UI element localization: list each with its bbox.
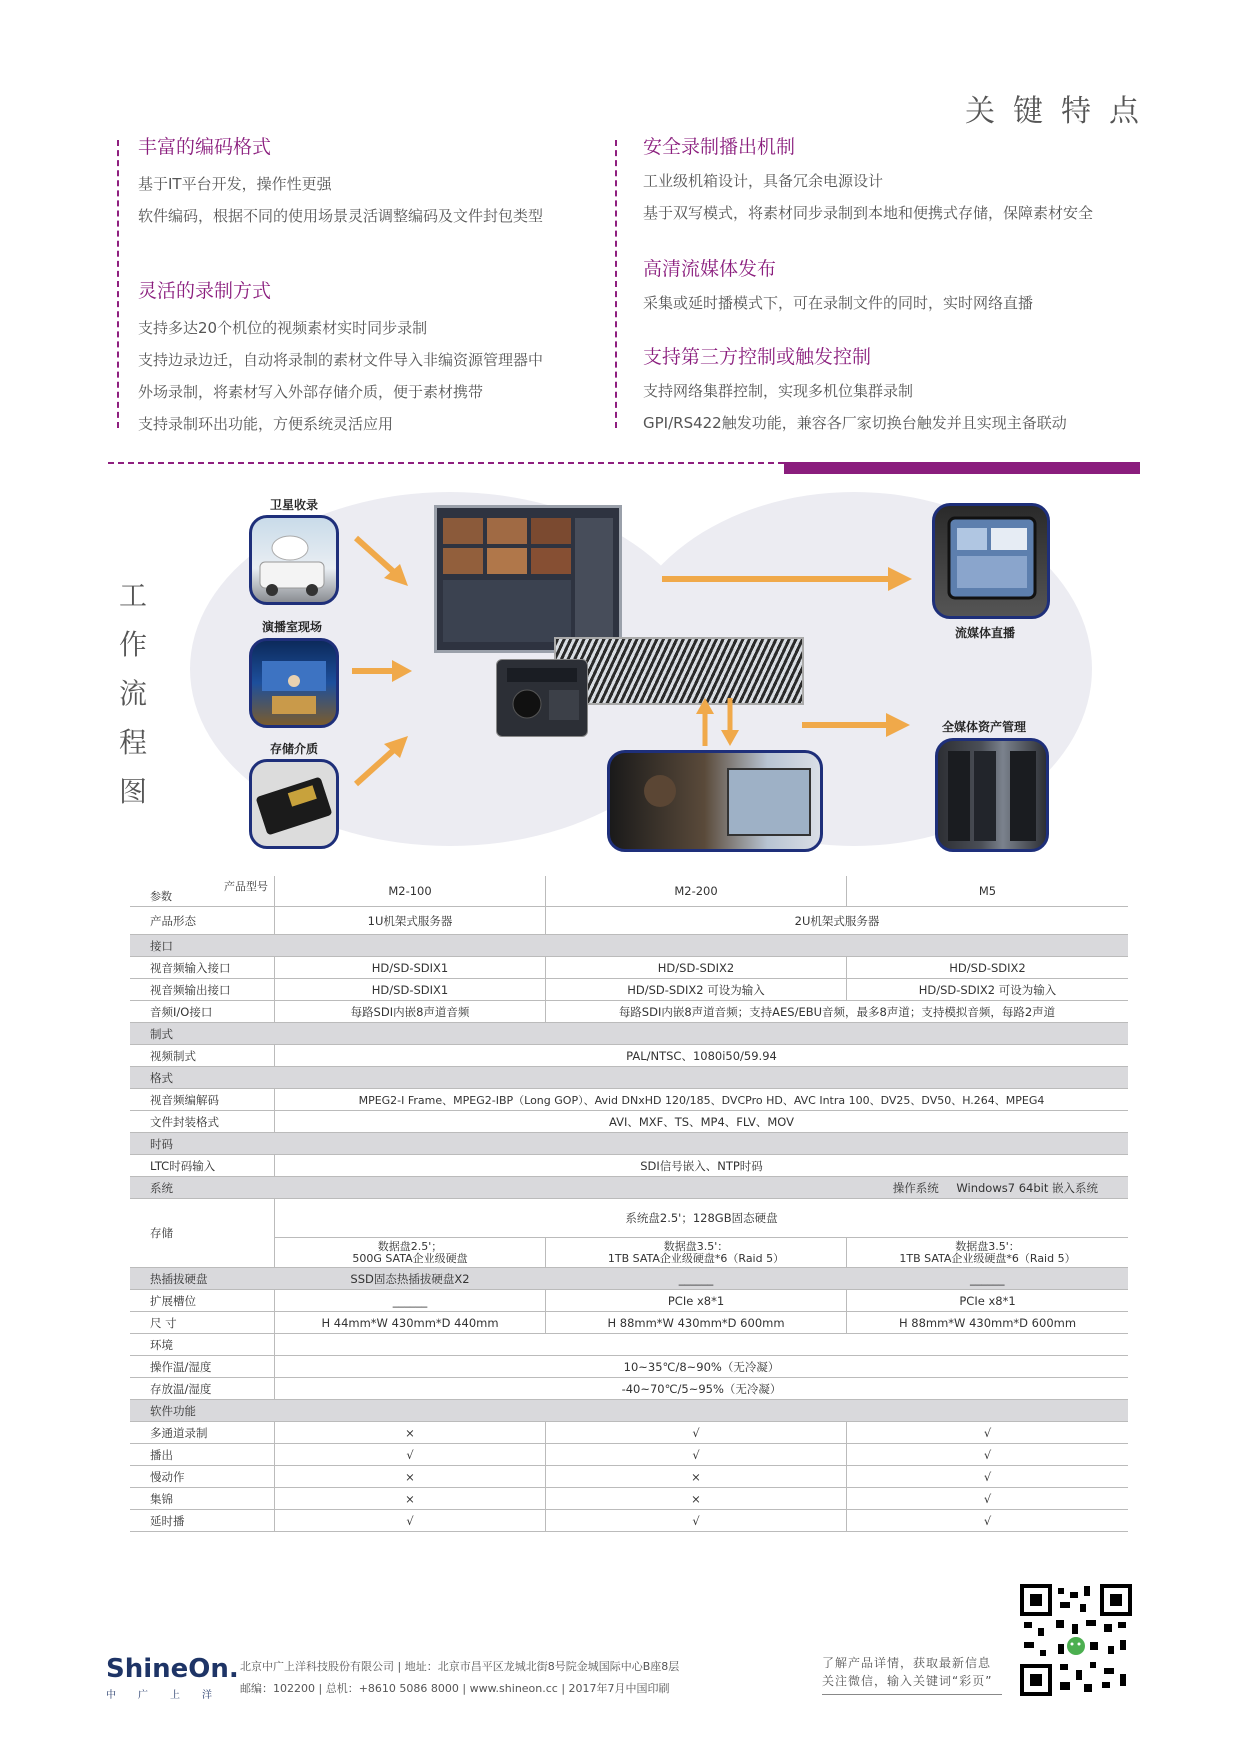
cell: 数据盘3.5'： 1TB SATA企业级硬盘*6（Raid 5） bbox=[847, 1238, 1129, 1268]
cell: PCIe x8*1 bbox=[847, 1290, 1129, 1312]
cell: × bbox=[546, 1488, 847, 1510]
studio-image bbox=[249, 638, 339, 728]
feature-right-2 bbox=[643, 254, 1143, 313]
monitor-display bbox=[434, 505, 622, 653]
row-label: 存储 bbox=[130, 1199, 275, 1268]
row-label: 慢动作 bbox=[130, 1466, 275, 1488]
storage-media-image bbox=[249, 759, 339, 849]
control-panel bbox=[496, 659, 588, 737]
company-logo-subtitle: 中广上洋 bbox=[106, 1690, 234, 1701]
cell: 每路SDI内嵌8声道音频 bbox=[275, 1001, 546, 1023]
table-row bbox=[130, 1356, 1128, 1378]
row-label: 集锦 bbox=[130, 1488, 275, 1510]
cell: ______ bbox=[275, 1290, 546, 1312]
cell: √ bbox=[847, 1510, 1129, 1532]
table-row bbox=[130, 1510, 1128, 1532]
feature-line: 支持边录边迁，自动将录制的素材文件导入非编资源管理器中 bbox=[138, 351, 544, 369]
section-label: 接口 bbox=[130, 935, 1128, 957]
section-row bbox=[130, 1133, 1128, 1155]
input-caption: 存储介质 bbox=[270, 742, 319, 756]
section-row bbox=[130, 1400, 1128, 1422]
row-label: 环境 bbox=[130, 1334, 275, 1356]
feature-left-1 bbox=[138, 132, 608, 226]
feature-left-2 bbox=[138, 276, 608, 434]
cell: 2U机架式服务器 bbox=[546, 907, 1129, 935]
arrow-icon bbox=[800, 710, 912, 740]
media-asset-server-image bbox=[935, 738, 1049, 852]
table-row bbox=[130, 1334, 1128, 1356]
tablet-streaming-image bbox=[932, 503, 1050, 619]
cell: AVI、MXF、TS、MP4、FLV、MOV bbox=[275, 1111, 1129, 1133]
company-logo: ShineOn. bbox=[106, 1654, 239, 1684]
section-label: 时码 bbox=[130, 1133, 1128, 1155]
os-value: Windows7 64bit 嵌入系统 bbox=[956, 1180, 1098, 1195]
feature-line: 基于IT平台开发，操作性更强 bbox=[138, 175, 332, 193]
input-caption: 卫星收录 bbox=[270, 498, 319, 512]
cell: √ bbox=[275, 1444, 546, 1466]
workflow-title-char: 作 bbox=[118, 628, 147, 661]
company-contact: 邮编：102200 | 总机：+8610 5086 8000 | www.shineon.cc | 2017年7月中国印刷 bbox=[240, 1682, 670, 1695]
table-row bbox=[130, 1422, 1128, 1444]
feature-right-1 bbox=[643, 132, 1143, 223]
company-address: 北京中广上洋科技股份有限公司 | 地址：北京市昌平区龙城北街8号院金城国际中心B座8层 bbox=[240, 1660, 680, 1673]
table-row bbox=[130, 957, 1128, 979]
os-label: 操作系统 bbox=[892, 1180, 939, 1195]
cell: H 44mm*W 430mm*D 440mm bbox=[275, 1312, 546, 1334]
feature-heading: 灵活的录制方式 bbox=[138, 280, 272, 302]
table-row bbox=[130, 1378, 1128, 1400]
arrow-icon bbox=[352, 732, 412, 788]
feature-heading: 支持第三方控制或触发控制 bbox=[643, 346, 872, 368]
row-label: 视音频输出接口 bbox=[130, 979, 275, 1001]
table-row bbox=[130, 1466, 1128, 1488]
feature-line: 外场录制，将素材写入外部存储介质，便于素材携带 bbox=[138, 383, 484, 401]
row-label: 扩展槽位 bbox=[130, 1290, 275, 1312]
section-row bbox=[130, 1177, 1128, 1199]
cell: × bbox=[275, 1466, 546, 1488]
cell: H 88mm*W 430mm*D 600mm bbox=[546, 1312, 847, 1334]
corner-cell bbox=[130, 876, 275, 907]
table-row bbox=[130, 1199, 1128, 1238]
table-row bbox=[130, 1290, 1128, 1312]
section-row bbox=[130, 935, 1128, 957]
cell: √ bbox=[847, 1422, 1129, 1444]
row-label: 产品形态 bbox=[130, 907, 275, 935]
cell: × bbox=[546, 1466, 847, 1488]
cell: × bbox=[275, 1488, 546, 1510]
feature-line: 支持录制环出功能，方便系统灵活应用 bbox=[138, 415, 394, 433]
table-row bbox=[130, 979, 1128, 1001]
section-divider-dashed bbox=[108, 462, 784, 464]
table-row bbox=[130, 876, 1128, 907]
feature-heading: 安全录制播出机制 bbox=[643, 136, 796, 158]
cell: ______ bbox=[847, 1268, 1129, 1290]
cell bbox=[275, 1334, 1129, 1356]
row-label: LTC时码输入 bbox=[130, 1155, 275, 1177]
table-row bbox=[130, 1444, 1128, 1466]
section-divider-bar bbox=[784, 462, 1140, 474]
cell: HD/SD-SDIX2 可设为输入 bbox=[546, 979, 847, 1001]
cell: MPEG2-I Frame、MPEG2-IBP（Long GOP）、Avid DNxHD 120/185、DVCPro HD、AVC Intra 100、DV25、DV50、H.264、MPEG4 bbox=[275, 1089, 1129, 1111]
cell: SDI信号嵌入、NTP时码 bbox=[275, 1155, 1129, 1177]
cell: PAL/NTSC、1080i50/59.94 bbox=[275, 1045, 1129, 1067]
table-row bbox=[130, 1155, 1128, 1177]
qr-caption-1: 了解产品详情，获取最新信息 bbox=[822, 1656, 992, 1670]
cell: 10~35℃/8~90%（无冷凝） bbox=[275, 1356, 1129, 1378]
left-divider bbox=[117, 140, 119, 428]
row-label: 延时播 bbox=[130, 1510, 275, 1532]
table-row bbox=[130, 1045, 1128, 1067]
cell: H 88mm*W 430mm*D 600mm bbox=[847, 1312, 1129, 1334]
section-label: 格式 bbox=[130, 1067, 1128, 1089]
workflow-title-char: 图 bbox=[118, 775, 147, 808]
feature-line: 支持网络集群控制，实现多机位集群录制 bbox=[643, 382, 914, 400]
section-label: 热插拔硬盘 bbox=[130, 1268, 275, 1290]
page-title: 关键特点 bbox=[965, 94, 1157, 129]
row-label: 文件封装格式 bbox=[130, 1111, 275, 1133]
qr-code-icon bbox=[1020, 1584, 1132, 1696]
feature-line: 软件编码，根据不同的使用场景灵活调整编码及文件封包类型 bbox=[138, 207, 544, 225]
workflow-title-char: 工 bbox=[118, 579, 147, 612]
feature-heading: 高清流媒体发布 bbox=[643, 258, 777, 280]
feature-line: 支持多达20个机位的视频素材实时同步录制 bbox=[138, 319, 428, 337]
feature-line: 采集或延时播模式下，可在录制文件的同时，实时网络直播 bbox=[643, 294, 1034, 312]
row-label: 播出 bbox=[130, 1444, 275, 1466]
output-caption: 流媒体直播 bbox=[955, 626, 1016, 640]
right-divider bbox=[615, 140, 617, 428]
cell: 系统盘2.5'；128GB固态硬盘 bbox=[275, 1199, 1129, 1238]
feature-line: GPI/RS422触发功能，兼容各厂家切换台触发并且实现主备联动 bbox=[643, 414, 1067, 432]
cell: 每路SDI内嵌8声道音频；支持AES/EBU音频，最多8声道；支持模拟音频，每路2声道 bbox=[546, 1001, 1129, 1023]
cell: √ bbox=[847, 1488, 1129, 1510]
feature-heading: 丰富的编码格式 bbox=[138, 136, 272, 158]
cell: ______ bbox=[546, 1268, 847, 1290]
cell: HD/SD-SDIX2 bbox=[847, 957, 1129, 979]
table-row bbox=[130, 907, 1128, 935]
table-row bbox=[130, 1312, 1128, 1334]
model-header: M2-100 bbox=[275, 876, 546, 907]
qr-caption-2: 关注微信，输入关键词“彩页” bbox=[822, 1674, 993, 1688]
input-caption: 演播室现场 bbox=[262, 620, 323, 634]
cell: √ bbox=[546, 1444, 847, 1466]
cell: SSD固态热插拔硬盘X2 bbox=[275, 1268, 546, 1290]
rack-server bbox=[554, 637, 804, 705]
section-label: 系统 bbox=[130, 1177, 275, 1199]
row-label: 视音频输入接口 bbox=[130, 957, 275, 979]
row-label: 视频制式 bbox=[130, 1045, 275, 1067]
os-cell bbox=[275, 1177, 1129, 1199]
row-label: 尺 寸 bbox=[130, 1312, 275, 1334]
corner-bottom-label: 参数 bbox=[150, 890, 172, 903]
section-label: 软件功能 bbox=[130, 1400, 1128, 1422]
satellite-image bbox=[249, 515, 339, 605]
row-label: 操作温/湿度 bbox=[130, 1356, 275, 1378]
corner-top-label: 产品型号 bbox=[224, 880, 268, 893]
feature-right-3 bbox=[643, 342, 1143, 433]
cell: √ bbox=[847, 1444, 1129, 1466]
section-row bbox=[130, 1268, 1128, 1290]
table-row bbox=[130, 1001, 1128, 1023]
table-row bbox=[130, 1238, 1128, 1268]
cell: √ bbox=[275, 1510, 546, 1532]
output-caption: 全媒体资产管理 bbox=[942, 720, 1027, 734]
cell: HD/SD-SDIX2 可设为输入 bbox=[847, 979, 1129, 1001]
cell: HD/SD-SDIX1 bbox=[275, 979, 546, 1001]
table-row bbox=[130, 1111, 1128, 1133]
section-row bbox=[130, 1023, 1128, 1045]
row-label: 音频I/O接口 bbox=[130, 1001, 275, 1023]
model-header: M5 bbox=[847, 876, 1129, 907]
cell: 数据盘2.5'； 500G SATA企业级硬盘 bbox=[275, 1238, 546, 1268]
cell: √ bbox=[546, 1422, 847, 1444]
workflow-title-char: 流 bbox=[118, 677, 147, 710]
table-row bbox=[130, 1089, 1128, 1111]
model-header: M2-200 bbox=[546, 876, 847, 907]
spec-table bbox=[130, 876, 1128, 1532]
table-row bbox=[130, 1488, 1128, 1510]
arrow-icon bbox=[660, 564, 915, 594]
cell: √ bbox=[546, 1510, 847, 1532]
cell: √ bbox=[847, 1466, 1129, 1488]
arrow-icon bbox=[350, 656, 414, 686]
cell: 数据盘3.5'： 1TB SATA企业级硬盘*6（Raid 5） bbox=[546, 1238, 847, 1268]
cell: HD/SD-SDIX2 bbox=[546, 957, 847, 979]
arrow-up-down-icon bbox=[692, 696, 744, 748]
feature-line: 基于双写模式，将素材同步录制到本地和便携式存储，保障素材安全 bbox=[643, 204, 1094, 222]
cell: 1U机架式服务器 bbox=[275, 907, 546, 935]
row-label: 视音频编解码 bbox=[130, 1089, 275, 1111]
row-label: 多通道录制 bbox=[130, 1422, 275, 1444]
section-row bbox=[130, 1067, 1128, 1089]
cell: PCIe x8*1 bbox=[546, 1290, 847, 1312]
arrow-icon bbox=[352, 534, 412, 590]
footer-divider bbox=[822, 1694, 1002, 1695]
section-label: 制式 bbox=[130, 1023, 1128, 1045]
feature-line: 工业级机箱设计，具备冗余电源设计 bbox=[643, 172, 884, 190]
cell: -40~70℃/5~95%（无冷凝） bbox=[275, 1378, 1129, 1400]
editing-workstation-image bbox=[607, 750, 823, 852]
cell: HD/SD-SDIX1 bbox=[275, 957, 546, 979]
workflow-title-char: 程 bbox=[118, 726, 147, 759]
cell: × bbox=[275, 1422, 546, 1444]
row-label: 存放温/湿度 bbox=[130, 1378, 275, 1400]
